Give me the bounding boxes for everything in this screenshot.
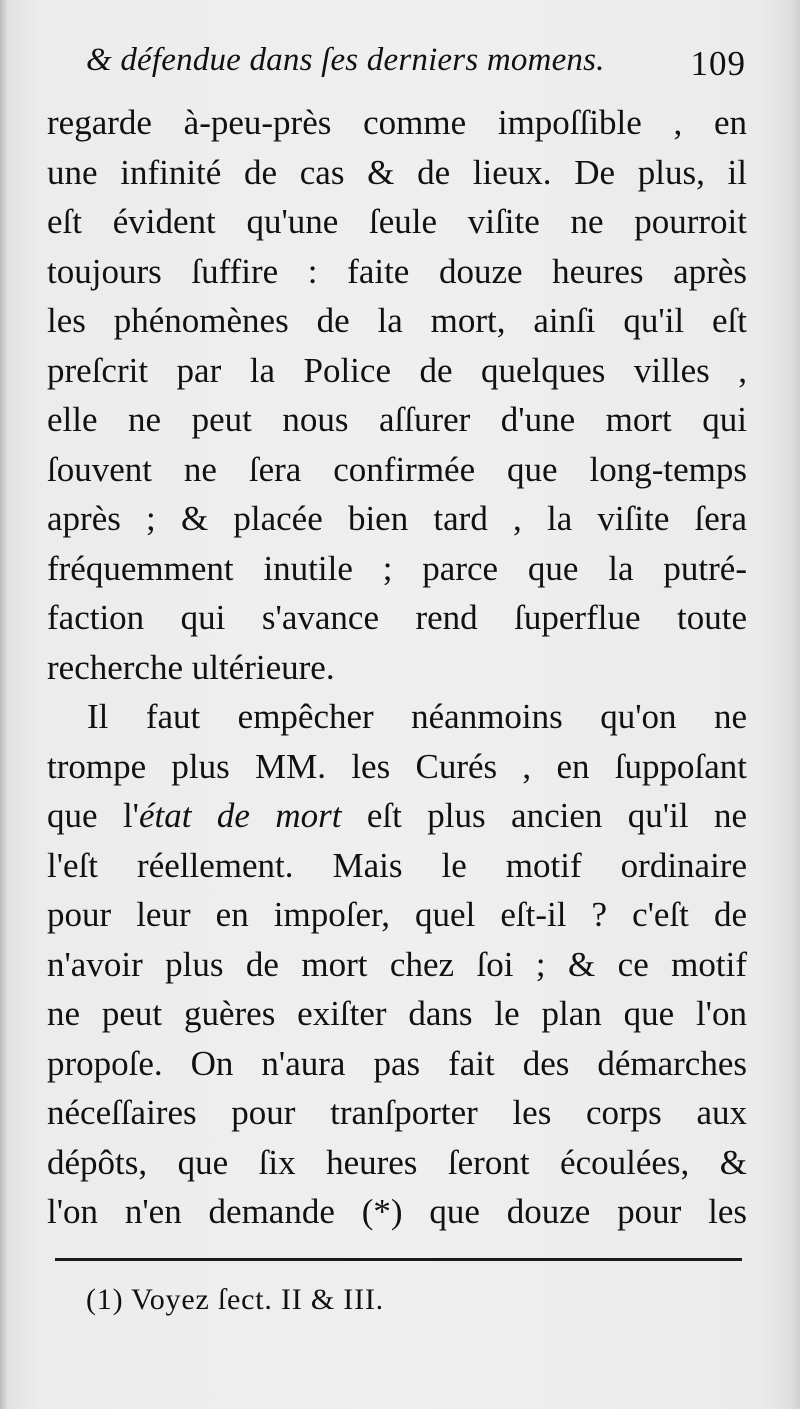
text-line: néceſſaires pour tranſporter les corps aux: [47, 1093, 747, 1132]
text-line-with-italic: [47, 791, 747, 841]
text-line: ne peut guères exiſter dans le plan que l'on: [47, 994, 747, 1033]
text-line: les phénomènes de la mort, ainſi qu'il eſt: [47, 301, 747, 340]
text-line: après ; & placée bien tard , la viſite ſera: [47, 499, 747, 538]
text-line: toujours ſuffire : faite douze heures après: [47, 251, 747, 291]
text-line: dépôts, que ſix heures ſeront écoulées, &: [47, 1142, 747, 1182]
text-line: pour leur en impoſer, quel eſt-il ? c'eſt de: [47, 895, 747, 934]
text-segment: eſt plus ancien qu'il ne: [341, 796, 747, 835]
page-header: [86, 42, 746, 94]
body-text: [47, 98, 747, 1237]
text-line: ſouvent ne ſera confirmée que long-temps: [47, 449, 747, 489]
text-line: n'avoir plus de mort chez ſoi ; & ce motif: [47, 944, 747, 984]
text-line: faction qui s'avance rend ſuperflue toute: [47, 598, 747, 637]
text-line: l'on n'en demande (*) que douze pour les: [47, 1192, 747, 1231]
paragraph-end-line: recherche ultérieure.: [47, 647, 335, 687]
paragraph-start-line: Il faut empêcher néanmoins qu'on ne: [87, 697, 747, 736]
text-line: une infinité de cas & de lieux. De plus, il: [47, 152, 747, 192]
text-line: eſt évident qu'une ſeule viſite ne pourroit: [47, 202, 747, 241]
page-number: 109: [690, 44, 746, 83]
footnote: (1) Voyez ſect. II & III.: [86, 1283, 384, 1316]
italic-phrase: état de mort: [138, 796, 342, 835]
text-line: propoſe. On n'aura pas fait des démarches: [47, 1043, 747, 1083]
footnote-rule: [55, 1258, 742, 1261]
text-line: elle ne peut nous aſſurer d'une mort qui: [47, 400, 747, 439]
text-line: l'eſt réellement. Mais le motif ordinaire: [47, 845, 747, 885]
text-line: regarde à-peu-près comme impoſſible , en: [47, 103, 747, 142]
text-line: preſcrit par la Police de quelques villes ,: [47, 350, 747, 390]
text-segment: que l': [47, 796, 139, 835]
text-line: fréquemment inutile ; parce que la putré-: [47, 548, 747, 588]
text-line: trompe plus MM. les Curés , en ſuppoſant: [47, 746, 747, 786]
running-head: & défendue dans ſes derniers momens.: [86, 42, 605, 78]
